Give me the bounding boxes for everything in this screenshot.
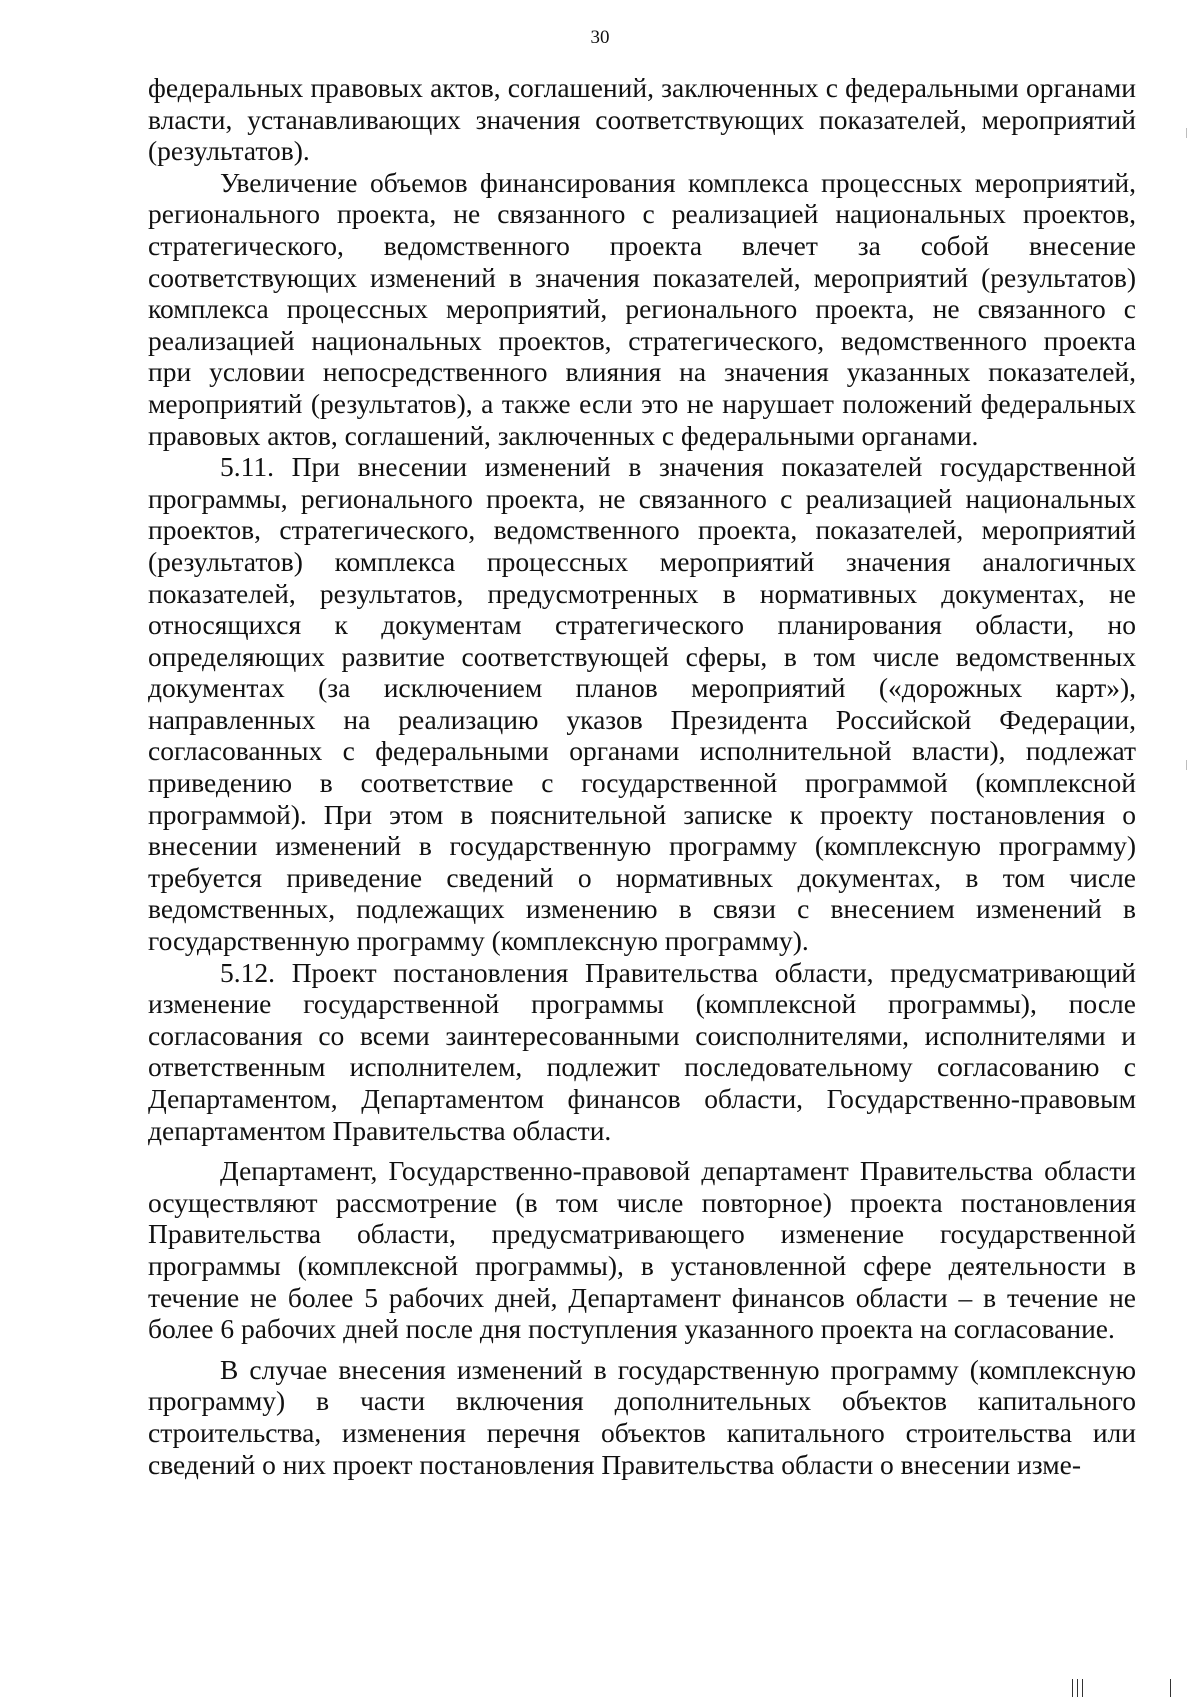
document-body [148,72,1136,1480]
page-number: 30 [590,27,610,48]
paragraph-5-12: 5.12. Проект постановления Правительства области, предусматривающий изменение государственной программы (комплексной программы), после согласования со всеми заинтересованными соисполнителями, исполнителями и ответственным исполнителем, подлежит последовательному согласованию с Департаментом, Департаментом финансов области, Государственно-правовым департаментом Правительства области. [148,956,1136,1146]
paragraph-capital-construction: В случае внесения изменений в государственную программу (комплексную программу) в части включения дополнительных объектов капитального строительства, изменения перечня объектов капитального строительства или сведений о них проект постановления Правительства области о внесении изме- [148,1353,1136,1480]
scan-artifact-mark [1072,1679,1073,1697]
scan-artifact-mark [1077,1679,1078,1697]
paragraph-5-11: 5.11. При внесении изменений в значения показателей государственной программы, регионального проекта, не связанного с реализацией национальных проектов, стратегического, ведомственного проекта, показателей, мероприятий (результатов) комплекса процессных мероприятий значения аналогичных показателей, результатов, предусмотренных в нормативных документах, не относящихся к документам стратегического планирования области, но определяющих развитие соответствующей сферы, в том числе ведомственных документах (за исключением планов мероприятий («дорожных карт»), направленных на реализацию указов Президента Российской Федерации, согласованных с федеральными органами исполнительной власти), подлежат приведению в соответствие с государственной программой (комплексной программой). При этом в пояснительной записке к проекту постановления о внесении изменений в государственную программу (комплексную программу) требуется приведение сведений о нормативных документах, в том числе ведомственных, подлежащих изменению в связи с внесением изменений в государственную программу (комплексную программу). [148,451,1136,957]
paragraph-continuation: федеральных правовых актов, соглашений, заключенных с федеральными органами власти, устанавливающих значения соответствующих показателей, мероприятий (результатов). [148,72,1136,167]
paragraph-department-review: Департамент, Государственно-правовой департамент Правительства области осуществляют рассмотрение (в том числе повторное) проекта постановления Правительства области, предусматривающего изменение государственной программы (комплексной программы), в установленной сфере деятельности в течение не более 5 рабочих дней, Департамент финансов области – в течение не более 6 рабочих дней после дня поступления указанного проекта на согласование. [148,1155,1136,1345]
scan-artifact-dot [1186,128,1187,138]
scan-artifact-dot [1186,760,1187,770]
scan-artifact-mark [1082,1679,1083,1697]
scan-artifact-mark [1170,1679,1171,1697]
paragraph-funding-increase: Увеличение объемов финансирования комплекса процессных мероприятий, регионального проекта, не связанного с реализацией национальных проектов, стратегического, ведомственного проекта влечет за собой внесение соответствующих изменений в значения показателей, мероприятий (результатов) комплекса процессных мероприятий, регионального проекта, не связанного с реализацией национальных проектов, стратегического, ведомственного проекта при условии непосредственного влияния на значения указанных показателей, мероприятий (результатов), а также если это не нарушает положений федеральных правовых актов, соглашений, заключенных с федеральными органами. [148,166,1136,451]
